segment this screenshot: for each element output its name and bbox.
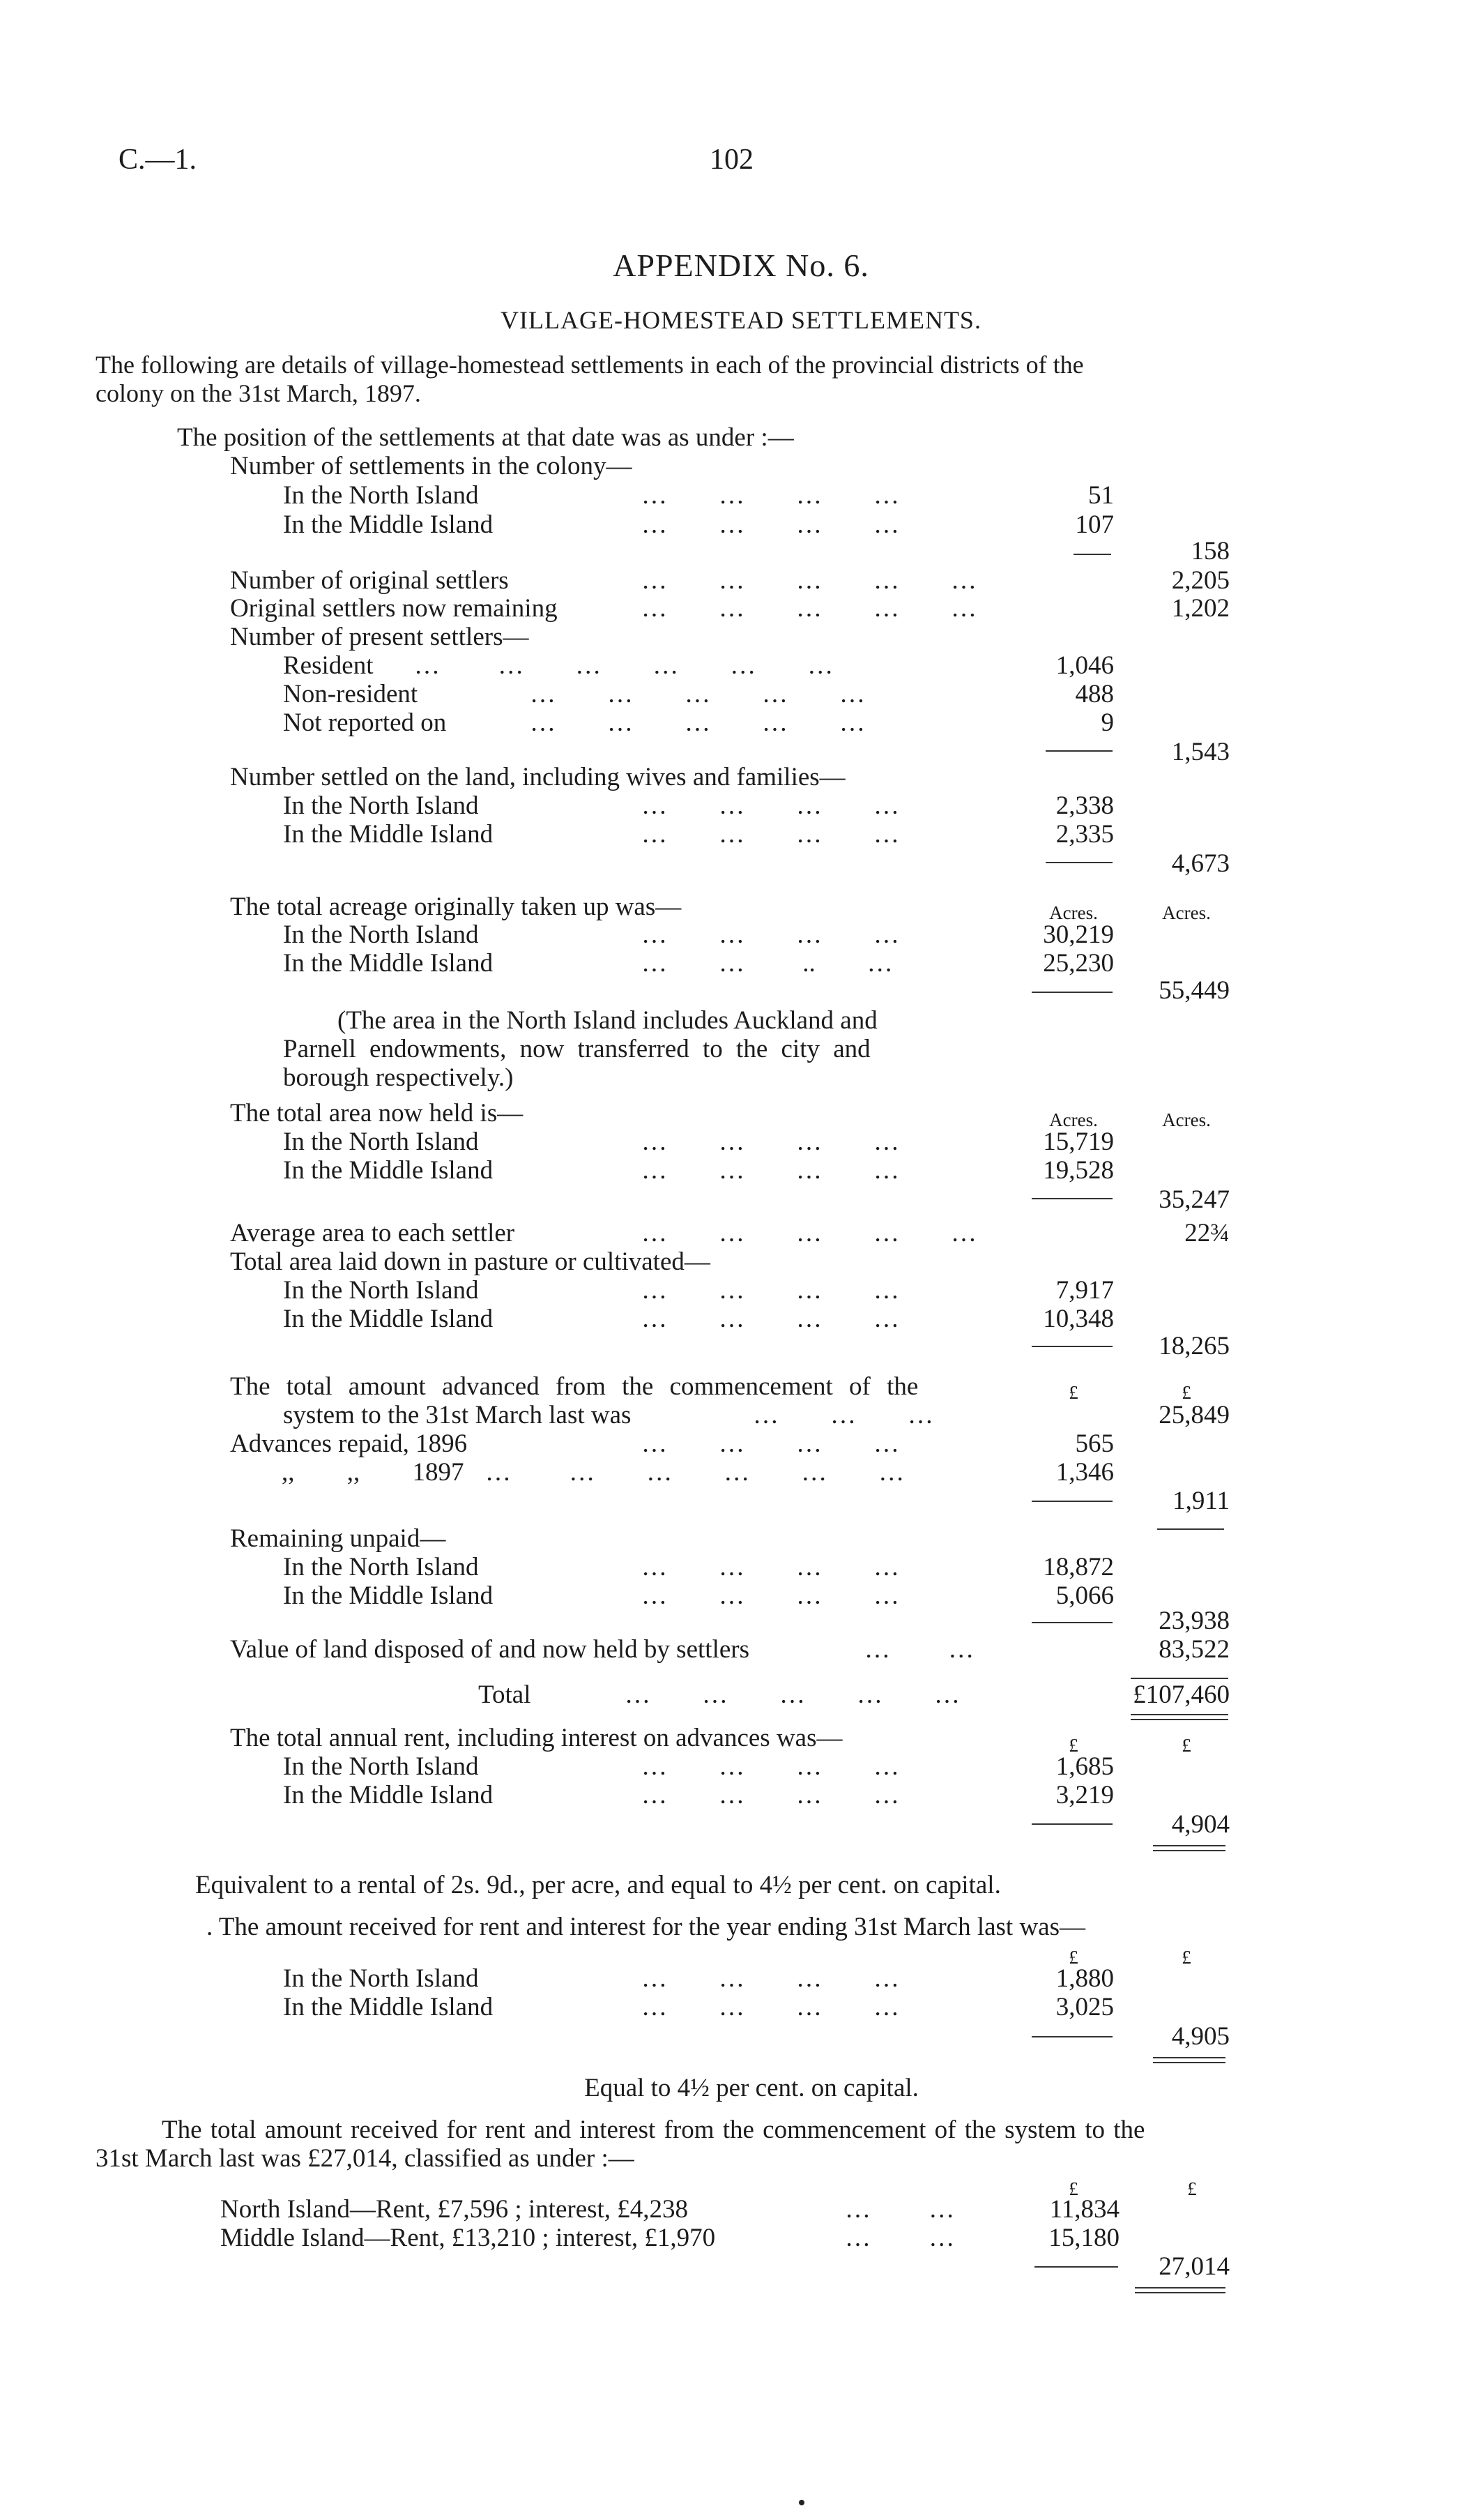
leader-dots: … … … … … …: [414, 651, 834, 680]
subtotal-rule: [1034, 2266, 1118, 2268]
subtotal-rule: [1131, 1678, 1228, 1679]
leader-dots: … … … … …: [625, 1680, 960, 1709]
leader-dots: … … … … …: [641, 566, 977, 595]
leader-dots: … … … …: [641, 820, 899, 849]
since-north-label: North Island—Rent, £7,596 ; interest, £4,238: [220, 2195, 689, 2224]
pasture-north-value: 7,917: [1055, 1276, 1114, 1305]
pasture-north-label: In the North Island: [283, 1276, 479, 1305]
original-settlers-value: 2,205: [1171, 566, 1230, 595]
leader-dots: … … … … …: [530, 680, 865, 708]
advanced-line-1: The total amount advanced from the commencement of the: [230, 1372, 919, 1401]
held-north-value: 15,719: [1043, 1128, 1114, 1156]
unit-acres: Acres.: [1162, 1109, 1211, 1130]
leader-dots: … … … …: [641, 1156, 899, 1185]
subtotal-rule: [1032, 992, 1113, 993]
leader-dots: … … … …: [641, 1429, 899, 1458]
leader-dots: … … … …: [641, 1553, 899, 1581]
settlements-total: 158: [1191, 537, 1230, 566]
leader-dots: … … … …: [641, 1276, 899, 1305]
leader-dots: … … … … …: [530, 708, 865, 737]
equivalent-note: Equivalent to a rental of 2s. 9d., per acre, and equal to 4½ per cent. on capital.: [195, 1871, 1001, 1899]
acreage-heading: The total acreage originally taken up was—: [230, 893, 682, 921]
land-middle-value: 2,335: [1055, 820, 1114, 849]
present-settlers-heading: Number of present settlers—: [230, 623, 529, 651]
unpaid-middle-label: In the Middle Island: [283, 1581, 494, 1610]
held-middle-label: In the Middle Island: [283, 1156, 494, 1185]
leader-dots: … … … …: [641, 1993, 899, 2021]
received-middle-label: In the Middle Island: [283, 1993, 494, 2021]
settlements-heading: Number of settlements in the colony—: [230, 452, 632, 480]
acreage-note-line-2: Parnell endowments, now transferred to the city and: [283, 1035, 871, 1063]
land-north-label: In the North Island: [283, 791, 479, 820]
subtotal-rule: [1046, 862, 1113, 863]
acreage-north-label: In the North Island: [283, 920, 479, 949]
unpaid-heading: Remaining unpaid—: [230, 1524, 446, 1553]
appendix-title: APPENDIX No. 6.: [613, 248, 869, 283]
subtotal-rule: [1074, 554, 1111, 555]
since-middle-value: 15,180: [1048, 2224, 1120, 2252]
resident-label: Resident: [283, 651, 374, 680]
leader-dots: … … … …: [641, 1581, 899, 1610]
leader-dots: … … … …: [641, 1305, 899, 1333]
leader-dots: … … …: [753, 1401, 933, 1429]
unit-pounds: £: [1182, 1735, 1191, 1756]
land-total: 4,673: [1171, 849, 1230, 878]
received-heading: . The amount received for rent and interest for the year ending 31st March last was—: [206, 1913, 1085, 1941]
notreported-label: Not reported on: [283, 708, 447, 737]
remaining-settlers-value: 1,202: [1171, 594, 1230, 623]
subtotal-rule: [1046, 750, 1113, 752]
repaid-1897-value: 1,346: [1055, 1458, 1114, 1487]
settlements-middle-label: In the Middle Island: [283, 510, 494, 539]
rent-north-value: 1,685: [1055, 1752, 1114, 1781]
total-double-rule: [1131, 1714, 1228, 1720]
subtotal-rule: [1032, 1501, 1113, 1502]
pasture-total: 18,265: [1159, 1332, 1230, 1360]
subtotal-rule: [1032, 1823, 1113, 1825]
repaid-total: 1,911: [1172, 1487, 1230, 1515]
leader-dots: … … … … …: [641, 1219, 977, 1247]
since-north-value: 11,834: [1049, 2195, 1120, 2224]
present-settlers-total: 1,543: [1171, 738, 1230, 766]
subtotal-rule: [1157, 1528, 1224, 1530]
rent-north-label: In the North Island: [283, 1752, 479, 1781]
received-north-label: In the North Island: [283, 1964, 479, 1993]
unit-pounds: £: [1182, 1382, 1191, 1403]
acreage-total: 55,449: [1159, 976, 1230, 1005]
rent-middle-label: In the Middle Island: [283, 1781, 494, 1809]
unit-acres: Acres.: [1049, 1109, 1098, 1130]
leader-dots: … … … … … …: [485, 1458, 905, 1487]
leader-dots: … … .. …: [641, 949, 893, 978]
unit-pounds: £: [1069, 1947, 1078, 1968]
leader-dots: … … … …: [641, 510, 899, 539]
held-middle-value: 19,528: [1043, 1156, 1114, 1185]
received-total: 4,905: [1171, 2022, 1230, 2051]
received-north-value: 1,880: [1055, 1964, 1114, 1993]
rent-total: 4,904: [1171, 1810, 1230, 1839]
equal-note: Equal to 4½ per cent. on capital.: [584, 2074, 919, 2102]
section-title: VILLAGE-HOMESTEAD SETTLEMENTS.: [501, 306, 981, 334]
total-double-rule: [1135, 2287, 1225, 2293]
leader-dots: … … … …: [641, 481, 899, 510]
settlements-north-label: In the North Island: [283, 481, 479, 510]
subtotal-rule: [1032, 1346, 1113, 1347]
unit-pounds: £: [1069, 1382, 1078, 1403]
page-number: 102: [710, 144, 754, 176]
rent-heading: The total annual rent, including interest on advances was—: [230, 1724, 843, 1752]
pasture-middle-value: 10,348: [1043, 1305, 1114, 1333]
leader-dots: … … … …: [641, 1752, 899, 1781]
leader-dots: … … … …: [641, 920, 899, 949]
leader-dots: … … … …: [641, 1781, 899, 1809]
grand-total-value: £107,460: [1133, 1680, 1230, 1709]
document-reference: C.—1.: [119, 144, 197, 176]
unit-acres: Acres.: [1162, 902, 1211, 923]
intro-line-2: colony on the 31st March, 1897.: [96, 379, 421, 407]
leader-dots: … … … …: [641, 1128, 899, 1156]
leader-dots: … …: [864, 1635, 975, 1664]
advanced-line-2: system to the 31st March last was: [283, 1401, 632, 1429]
resident-value: 1,046: [1055, 651, 1114, 680]
leader-dots: … … … …: [641, 1964, 899, 1993]
average-area-label: Average area to each settler: [230, 1219, 515, 1247]
notreported-value: 9: [1101, 708, 1114, 737]
leader-dots: … …: [845, 2195, 955, 2224]
pasture-middle-label: In the Middle Island: [283, 1305, 494, 1333]
unit-pounds: £: [1187, 2178, 1197, 2199]
unit-pounds: £: [1182, 1947, 1191, 1968]
land-heading: Number settled on the land, including wives and families—: [230, 763, 846, 791]
acreage-note-line-1: (The area in the North Island includes Auckland and: [337, 1006, 878, 1035]
acreage-north-value: 30,219: [1043, 920, 1114, 949]
received-middle-value: 3,025: [1055, 1993, 1114, 2021]
average-area-value: 22¾: [1184, 1219, 1230, 1247]
unit-acres: Acres.: [1049, 902, 1098, 923]
unpaid-middle-value: 5,066: [1055, 1581, 1114, 1610]
position-heading: The position of the settlements at that date was as under :—: [177, 423, 794, 452]
settlements-north-value: 51: [1088, 481, 1114, 510]
nonresident-label: Non-resident: [283, 680, 418, 708]
remaining-settlers-label: Original settlers now remaining: [230, 594, 558, 623]
unpaid-north-value: 18,872: [1043, 1553, 1114, 1581]
unpaid-north-label: In the North Island: [283, 1553, 479, 1581]
land-middle-label: In the Middle Island: [283, 820, 494, 849]
leader-dots: … … … … …: [641, 594, 977, 623]
acreage-note-line-3: borough respectively.): [283, 1063, 514, 1092]
repaid-1897-label: ,, ,, 1897: [282, 1458, 464, 1487]
unit-pounds: £: [1069, 2178, 1078, 2199]
nonresident-value: 488: [1075, 680, 1114, 708]
unit-pounds: £: [1069, 1735, 1078, 1756]
acreage-middle-label: In the Middle Island: [283, 949, 494, 978]
repaid-1896-value: 565: [1075, 1429, 1114, 1458]
held-north-label: In the North Island: [283, 1128, 479, 1156]
subtotal-rule: [1032, 1622, 1113, 1623]
since-middle-label: Middle Island—Rent, £13,210 ; interest, £1,970: [220, 2224, 716, 2252]
land-value-value: 83,522: [1159, 1635, 1230, 1664]
since-line-2: 31st March last was £27,014, classified as under :—: [96, 2144, 634, 2173]
total-double-rule: [1153, 2057, 1225, 2063]
leader-dots: … …: [845, 2224, 955, 2252]
original-settlers-label: Number of original settlers: [230, 566, 509, 595]
unpaid-total: 23,938: [1159, 1607, 1230, 1635]
since-line-1: The total amount received for rent and interest from the commencement of the system to the: [162, 2116, 1145, 2144]
grand-total-label: Total: [478, 1680, 531, 1709]
leader-dots: … … … …: [641, 791, 899, 820]
held-heading: The total area now held is—: [230, 1099, 524, 1128]
since-total: 27,014: [1159, 2252, 1230, 2281]
land-north-value: 2,338: [1055, 791, 1114, 820]
subtotal-rule: [1032, 2036, 1113, 2037]
page-mark: [799, 2500, 804, 2505]
settlements-middle-value: 107: [1075, 510, 1114, 539]
acreage-middle-value: 25,230: [1043, 949, 1114, 978]
subtotal-rule: [1032, 1198, 1113, 1199]
intro-line-1: The following are details of village-homestead settlements in each of the provincial districts of the: [96, 351, 1084, 379]
pasture-heading: Total area laid down in pasture or cultivated—: [230, 1247, 710, 1276]
land-value-label: Value of land disposed of and now held by settlers: [230, 1635, 749, 1664]
repaid-1896-label: Advances repaid, 1896: [230, 1429, 468, 1458]
advanced-value: 25,849: [1159, 1401, 1230, 1429]
held-total: 35,247: [1159, 1185, 1230, 1214]
total-double-rule: [1153, 1845, 1225, 1851]
rent-middle-value: 3,219: [1055, 1781, 1114, 1809]
